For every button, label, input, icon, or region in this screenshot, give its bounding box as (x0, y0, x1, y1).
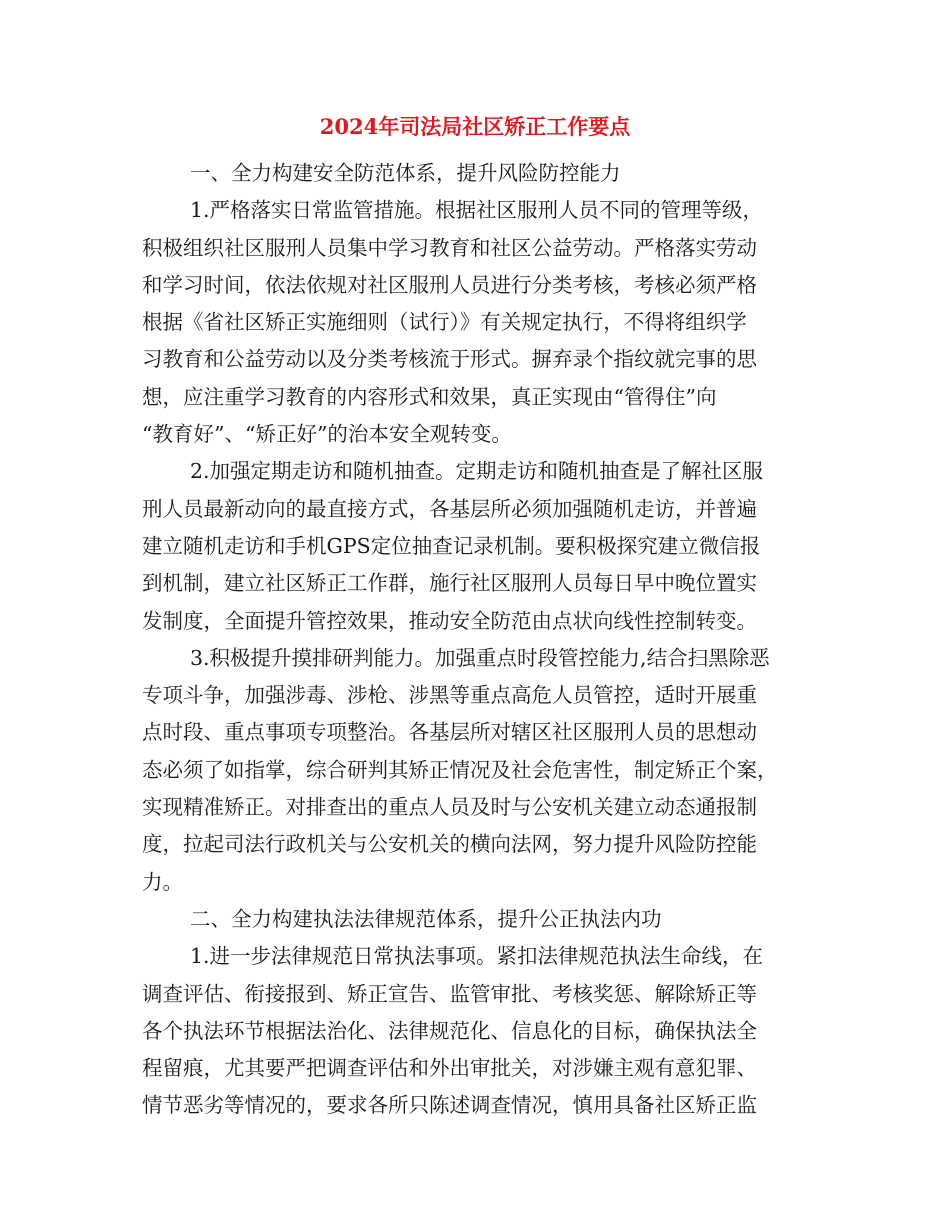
text-line: 想，应注重学习教育的内容形式和效果，真正实现由“管得住”向 (142, 384, 717, 409)
text-line: 点时段、重点事项专项整治。各基层所对辖区社区服刑人员的思想动 (142, 720, 757, 745)
text-line: 和学习时间，依法依规对社区服刑人员进行分类考核，考核必须严格 (142, 272, 757, 297)
text-line: 积极组织社区服刑人员集中学习教育和社区公益劳动。严格落实劳动 (142, 235, 757, 260)
text-line: 发制度，全面提升管控效果，推动安全防范由点状向线性控制转变。 (142, 608, 757, 633)
text-line: 2.加强定期走访和随机抽查。定期走访和随机抽查是了解社区服 (190, 459, 764, 484)
document-title: 2024年司法局社区矫正工作要点 (319, 114, 631, 139)
text-line: 二、全力构建执法法律规范体系，提升公正执法内功 (190, 906, 662, 931)
text-line: 一、全力构建安全防范体系，提升风险防控能力 (190, 161, 621, 185)
text-line: 习教育和公益劳动以及分类考核流于形式。摒弃录个指纹就完事的思 (142, 347, 757, 372)
text-line: 度，拉起司法行政机关与公安机关的横向法网，努力提升风险防控能 (142, 832, 757, 857)
document-body (142, 155, 804, 1125)
text-line: 刑人员最新动向的最直接方式，各基层所必须加强随机走访，并普遍 (142, 496, 757, 521)
text-line: 1.严格落实日常监管措施。根据社区服刑人员不同的管理等级， (190, 198, 764, 223)
text-line: 程留痕，尤其要严把调查评估和外出审批关，对涉嫌主观有意犯罪、 (142, 1056, 757, 1081)
text-line: 力。 (142, 869, 183, 894)
text-line: 1.进一步法律规范日常执法事项。紧扣法律规范执法生命线，在 (190, 944, 764, 969)
text-line: 各个执法环节根据法治化、法律规范化、信息化的目标，确保执法全 (142, 1018, 757, 1043)
text-line: 实现精准矫正。对排查出的重点人员及时与公安机关建立动态通报制 (142, 795, 757, 820)
text-line: 根据《省社区矫正实施细则（试行）》有关规定执行，不得将组织学 (142, 310, 747, 335)
text-line: 调查评估、衔接报到、矫正宣告、监管审批、考核奖惩、解除矫正等 (142, 981, 757, 1006)
text-line: 到机制，建立社区矫正工作群，施行社区服刑人员每日早中晚位置实 (142, 571, 757, 596)
text-line: 态必须了如指掌，综合研判其矫正情况及社会危害性，制定矫正个案， (142, 757, 778, 782)
text-line: 3.积极提升摸排研判能力。加强重点时段管控能力,结合扫黑除恶 (190, 645, 770, 670)
text-line: “教育好”、“矫正好”的治本安全观转变。 (142, 422, 512, 447)
text-line: 情节恶劣等情况的，要求各所只陈述调查情况，慎用具备社区矫正监 (142, 1093, 757, 1118)
text-line: 建立随机走访和手机GPS定位抽查记录机制。要积极探究建立微信报 (142, 533, 761, 558)
text-line: 专项斗争，加强涉毒、涉枪、涉黑等重点高危人员管控，适时开展重 (142, 683, 757, 708)
